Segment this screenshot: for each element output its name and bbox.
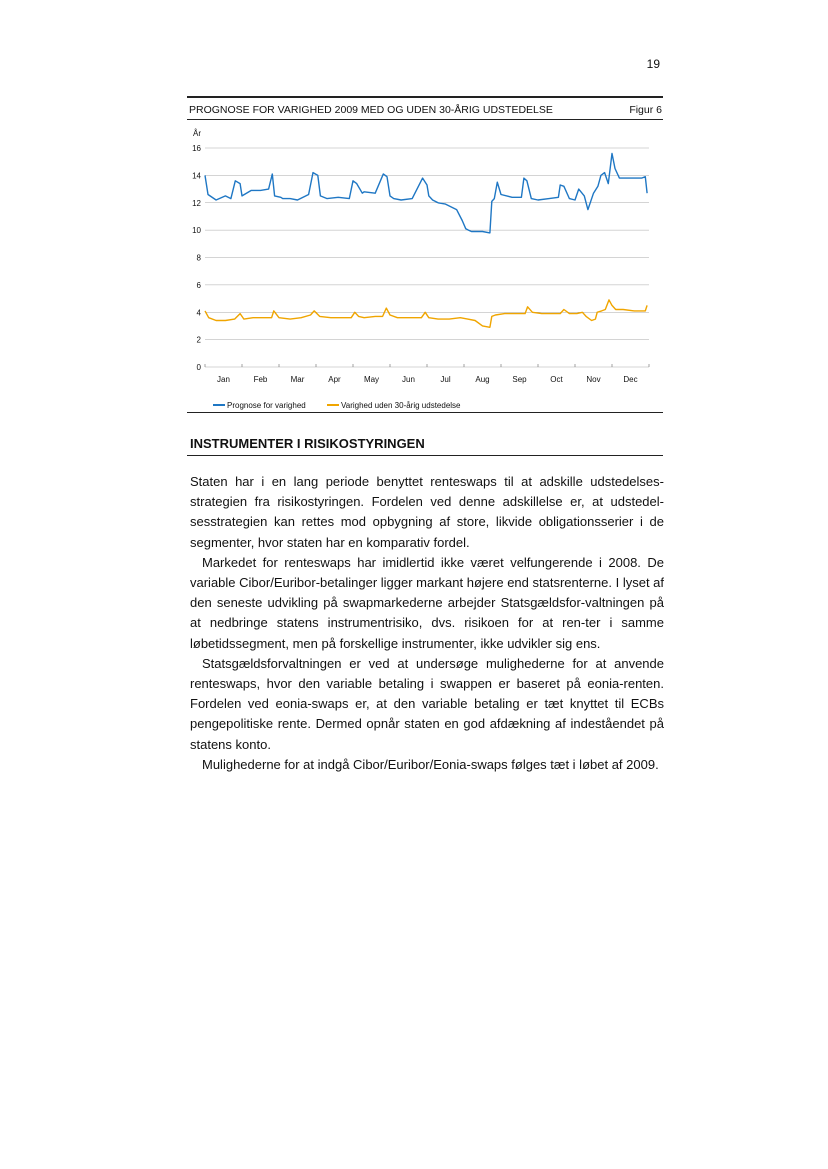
figure-top-rule <box>187 96 663 98</box>
x-tick-label-jun: Jun <box>402 375 415 384</box>
body-text <box>190 472 664 775</box>
y-tick-label-0: 0 <box>196 363 201 372</box>
y-axis-ticks <box>192 144 201 372</box>
paragraph: Markedet for renteswaps har imidlertid ikke været velfungerende i 2008. De variable Cibor/Euribor-betalinger ligger markant højere end statsrenterne. I lyset af den seneste udvikling på swapmarkederne arbejder Statsgældsfor-valtningen på at nedbringe statens instrumentrisiko, dvs. risikoen for at ren-ter i samme løbetidssegment, men på forskellige instrumenter, ikke udvikler sig ens. <box>190 554 665 651</box>
x-tick-label-may: May <box>363 375 380 384</box>
figure-header-rule <box>187 119 663 120</box>
y-tick-label-12: 12 <box>192 198 201 208</box>
section-heading-rule <box>187 455 663 456</box>
chart-series <box>205 154 647 328</box>
chart-grid <box>205 148 649 367</box>
page-number: 19 <box>646 57 660 71</box>
paragraph: Mulighederne for at indgå Cibor/Euribor/Eonia-swaps følges tæt i løbet af 2009. <box>202 756 659 772</box>
y-axis-label: År <box>193 129 201 138</box>
paragraph: Staten har i en lang periode benyttet renteswaps til at adskille udstedelses-strategien fra risikostyringen. Fordelen ved denne adskillelse er, at udstedel-sesstrategien kan rettes mod opbygning af store, likvide obligationsserier i de segmenter, hvor staten har en komparativ fordel. <box>190 474 664 550</box>
paragraph: Statsgældsforvaltningen er ved at undersøge mulighederne for at anvende renteswaps, hvor den variable betaling i swappen er baseret på eonia-renten. Fordelen ved eonia-swaps er, at den variable betaling er tæt knyttet til ECBs pengepolitiske rente. Dermed opnår staten en god afdækning af indeståendet på statens konto. <box>190 655 664 752</box>
x-tick-label-mar: Mar <box>290 375 305 384</box>
x-tick-label-aug: Aug <box>475 375 490 384</box>
y-tick-label-8: 8 <box>196 253 201 263</box>
x-tick-label-oct: Oct <box>550 375 563 384</box>
y-tick-label-10: 10 <box>192 226 201 236</box>
y-tick-label-16: 16 <box>192 144 201 153</box>
y-tick-label-2: 2 <box>196 335 201 345</box>
figure-title: PROGNOSE FOR VARIGHED 2009 MED OG UDEN 30-ÅRIG UDSTEDELSE <box>189 104 553 116</box>
duration-forecast-chart <box>187 124 663 424</box>
figure-header <box>189 104 663 118</box>
y-tick-label-4: 4 <box>196 308 201 318</box>
y-tick-label-6: 6 <box>196 280 201 290</box>
figure-label: Figur 6 <box>629 104 662 116</box>
y-tick-label-14: 14 <box>192 171 201 181</box>
legend-label-uden: Varighed uden 30-årig udstedelse <box>341 401 461 410</box>
x-tick-label-jan: Jan <box>217 375 230 384</box>
figure-bottom-rule <box>187 412 663 413</box>
x-tick-label-sep: Sep <box>512 375 527 384</box>
x-tick-label-apr: Apr <box>328 375 341 384</box>
x-tick-label-feb: Feb <box>253 375 268 384</box>
x-tick-label-nov: Nov <box>586 375 601 384</box>
x-tick-label-jul: Jul <box>440 375 451 384</box>
section-heading: INSTRUMENTER I RISIKOSTYRINGEN <box>190 436 425 451</box>
chart-legend <box>213 401 461 410</box>
series-line-uden <box>205 300 647 327</box>
legend-label-prognose: Prognose for varighed <box>227 401 306 410</box>
series-line-prognose <box>205 154 647 233</box>
x-tick-label-dec: Dec <box>623 375 638 384</box>
